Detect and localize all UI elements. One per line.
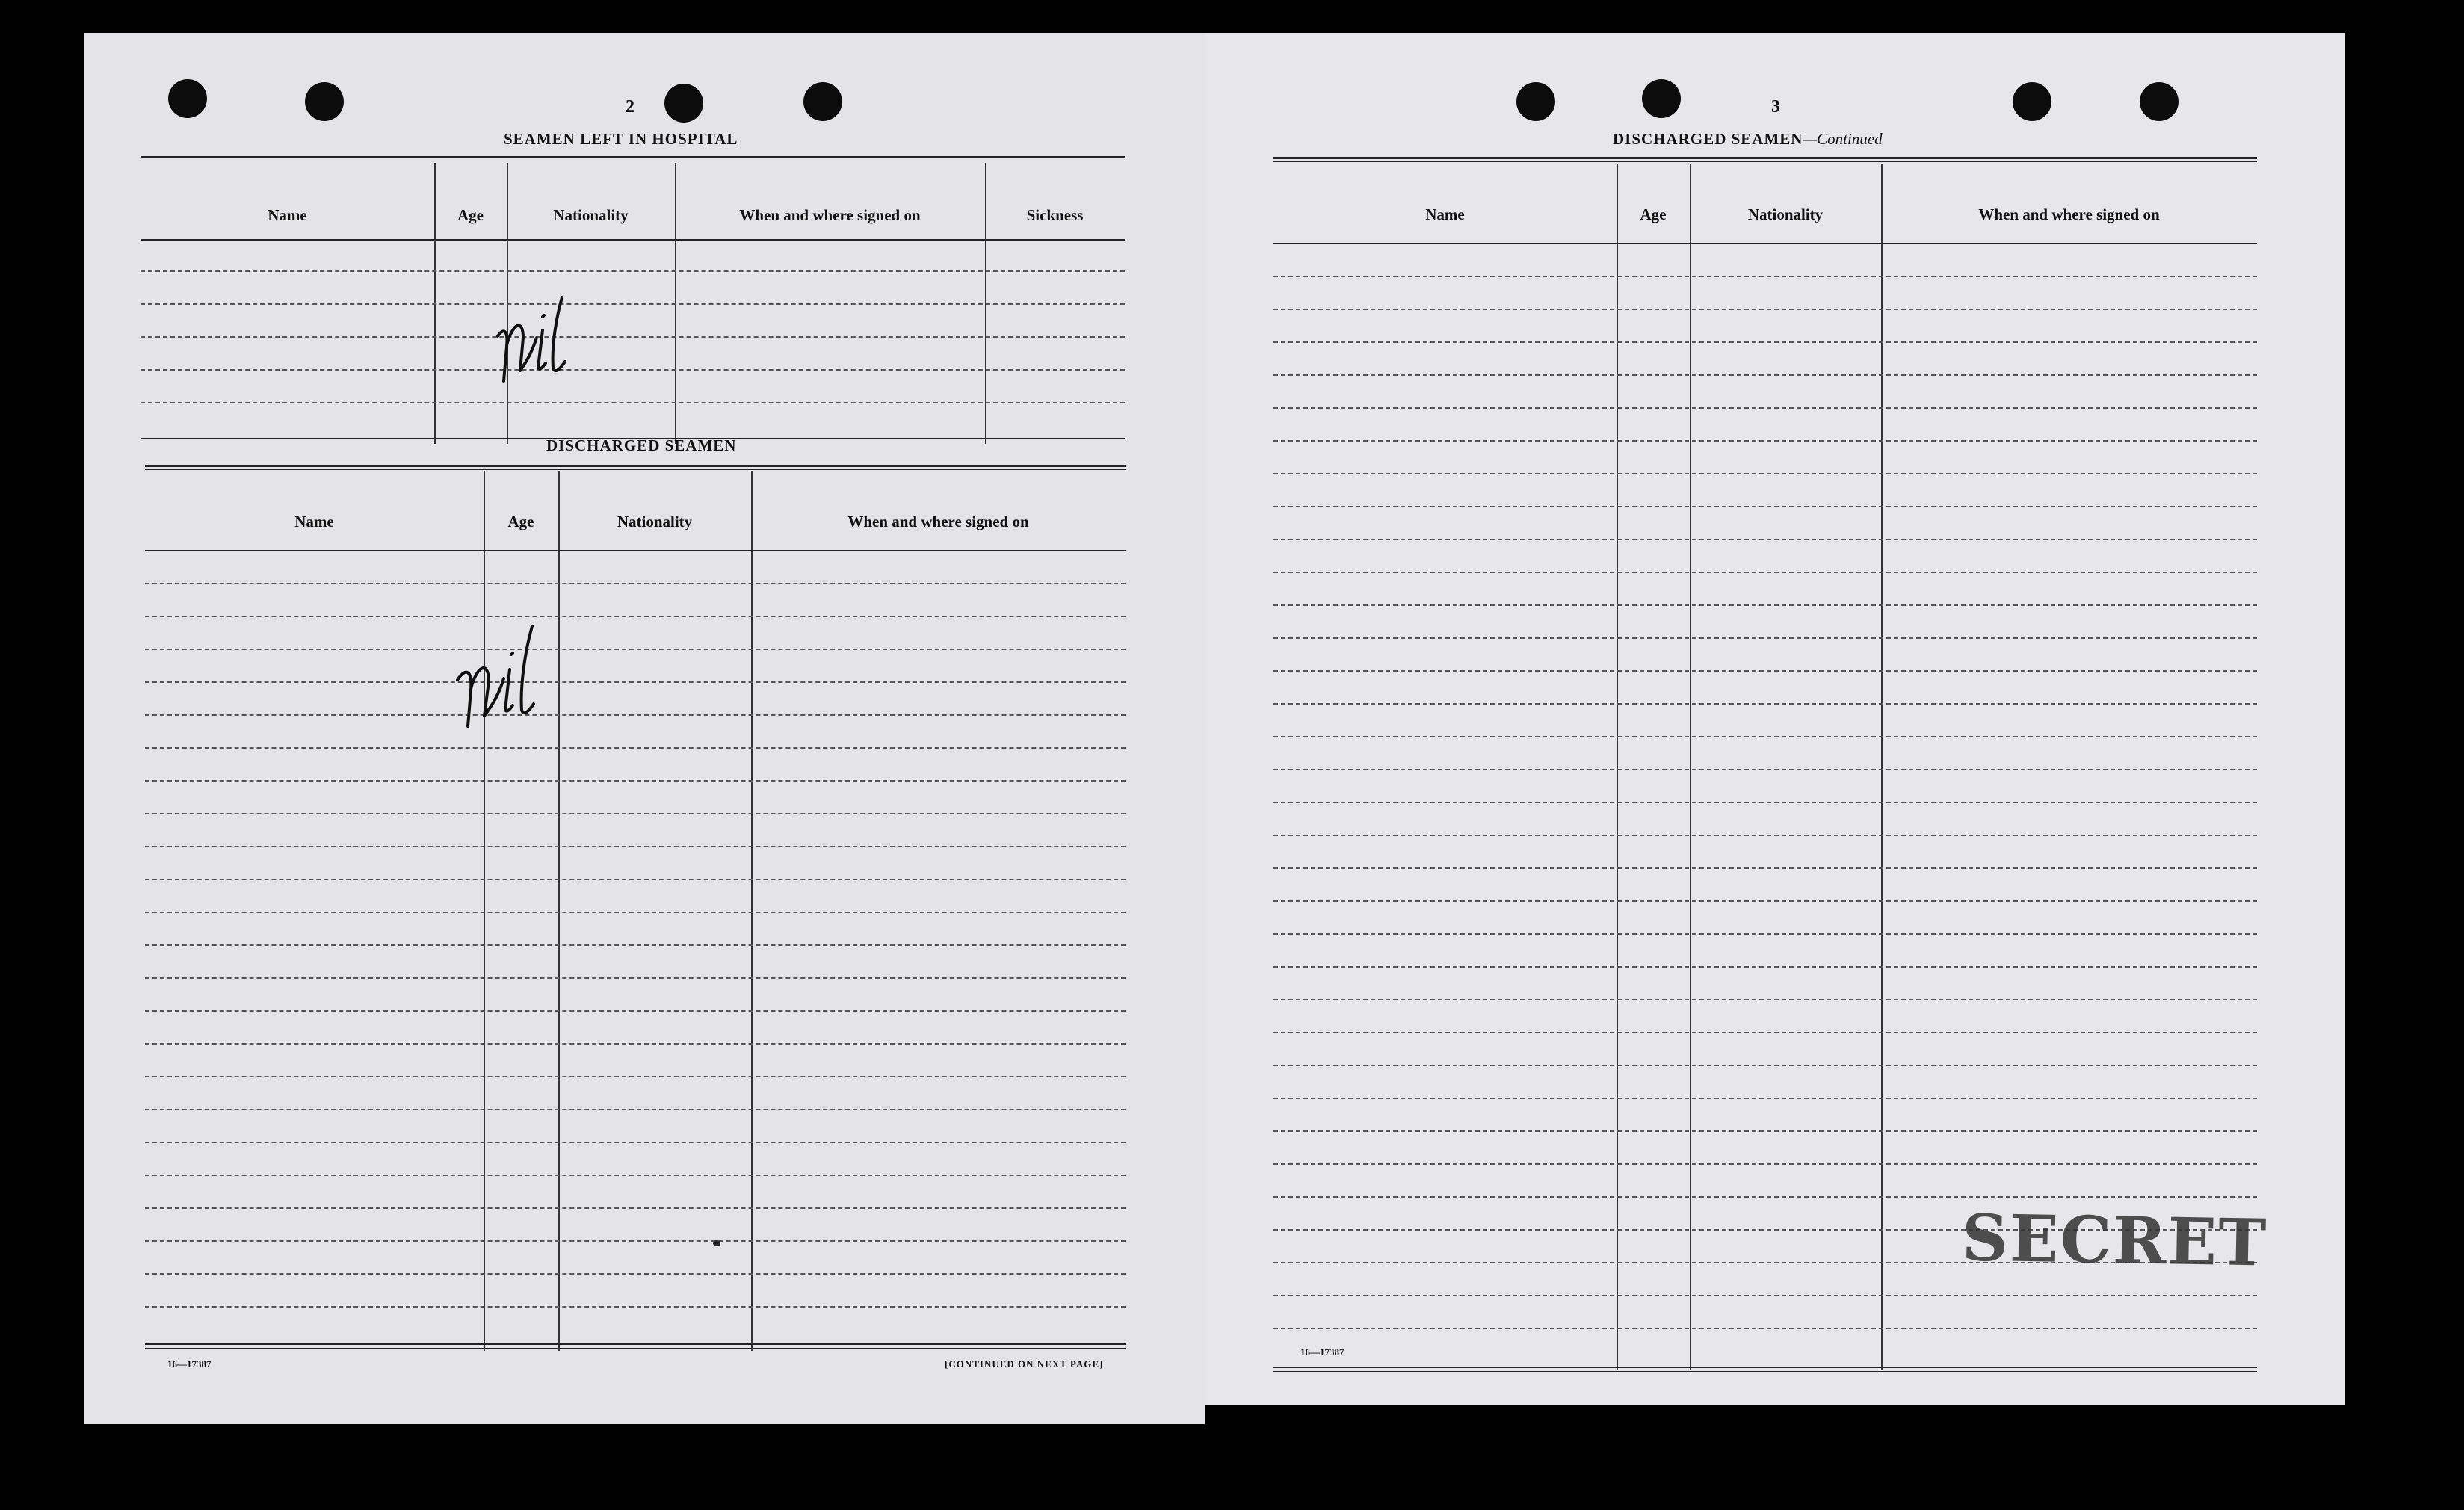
column-header-signed-on: When and where signed on <box>847 513 1029 530</box>
header-underline <box>141 239 1125 241</box>
table-row <box>1273 1295 2257 1296</box>
column-header-signed-on: When and where signed on <box>739 206 921 224</box>
column-header-age: Age <box>507 513 534 530</box>
column-divider <box>1617 164 1618 1370</box>
column-divider <box>1690 164 1691 1370</box>
page-number: 3 <box>1771 97 1780 117</box>
punch-hole <box>1642 79 1681 118</box>
table-row <box>1273 867 2257 869</box>
table-row <box>141 270 1125 272</box>
column-header-nationality: Nationality <box>617 513 693 530</box>
table-row <box>1273 1328 2257 1329</box>
table-row <box>145 780 1126 782</box>
table-row <box>1273 1130 2257 1132</box>
table-bottom-rule <box>145 1343 1126 1345</box>
table-row <box>145 944 1126 946</box>
table-row <box>145 813 1126 814</box>
table-row <box>145 1306 1126 1308</box>
double-rule <box>145 469 1126 470</box>
table-row <box>1273 1163 2257 1165</box>
table-row <box>141 369 1125 371</box>
table-row <box>145 1142 1126 1143</box>
table-row <box>1273 637 2257 639</box>
table-row <box>1273 736 2257 737</box>
table-row <box>1273 966 2257 968</box>
table-row <box>1273 1098 2257 1099</box>
column-header-name: Name <box>268 206 307 224</box>
ink-spot <box>713 1240 720 1246</box>
table-row <box>1273 407 2257 409</box>
table-row <box>145 1207 1126 1209</box>
table-row <box>145 1240 1126 1242</box>
column-header-signed-on: When and where signed on <box>1978 205 2160 223</box>
discharged-section-title: DISCHARGED SEAMEN <box>546 436 737 454</box>
column-header-age: Age <box>457 206 484 224</box>
column-header-nationality: Nationality <box>1747 205 1824 223</box>
table-row <box>1273 769 2257 770</box>
table-row <box>1273 276 2257 277</box>
table-row <box>145 649 1126 650</box>
table-row <box>1273 473 2257 474</box>
hospital-section-title: SEAMEN LEFT IN HOSPITAL <box>504 130 738 148</box>
column-divider <box>484 471 485 1351</box>
double-rule <box>141 156 1125 158</box>
table-row <box>145 714 1126 716</box>
form-number: 16—17387 <box>1300 1346 1344 1358</box>
table-row <box>145 846 1126 847</box>
header-underline <box>1273 243 2257 244</box>
table-row <box>1273 1196 2257 1198</box>
discharged-continued-table <box>1273 164 2257 1374</box>
punch-hole <box>664 84 703 123</box>
table-row <box>1273 1065 2257 1066</box>
table-row <box>1273 835 2257 836</box>
column-divider <box>751 471 753 1351</box>
table-row <box>145 747 1126 749</box>
column-header-nationality: Nationality <box>553 206 629 224</box>
table-row <box>1273 341 2257 343</box>
punch-hole <box>2013 82 2051 121</box>
right-page <box>1205 33 2345 1405</box>
table-row <box>145 1043 1126 1045</box>
discharged-table <box>145 471 1126 1352</box>
column-header-sickness: Sickness <box>1026 206 1084 224</box>
handwritten-nil <box>493 293 575 390</box>
table-row <box>145 681 1126 683</box>
table-row <box>145 1076 1126 1077</box>
page-number: 2 <box>626 97 634 117</box>
title-text: DISCHARGED SEAMEN <box>1613 130 1803 148</box>
header-underline <box>145 550 1126 551</box>
hospital-table <box>141 163 1125 444</box>
double-rule <box>1273 161 2257 162</box>
table-row <box>145 1273 1126 1275</box>
table-row <box>1273 604 2257 606</box>
handwritten-nil <box>453 623 543 735</box>
table-row <box>1273 572 2257 573</box>
table-row <box>1273 999 2257 1000</box>
table-row <box>145 1109 1126 1110</box>
table-row <box>145 1175 1126 1176</box>
table-row <box>1273 703 2257 705</box>
punch-hole <box>2140 82 2179 121</box>
table-row <box>1273 374 2257 376</box>
form-number: 16—17387 <box>167 1358 211 1370</box>
table-row <box>1273 506 2257 507</box>
left-page <box>84 33 1205 1424</box>
table-row <box>145 1010 1126 1012</box>
table-row <box>1273 440 2257 442</box>
double-rule <box>145 465 1126 467</box>
table-row <box>1273 309 2257 310</box>
table-row <box>1273 670 2257 672</box>
continued-note: [CONTINUED ON NEXT PAGE] <box>945 1358 1104 1370</box>
table-row <box>141 303 1125 305</box>
double-rule <box>1273 157 2257 159</box>
punch-hole <box>305 82 344 121</box>
column-divider <box>1881 164 1883 1370</box>
table-row <box>1273 539 2257 540</box>
column-header-name: Name <box>1425 205 1465 223</box>
table-row <box>141 336 1125 338</box>
punch-hole <box>803 82 842 121</box>
table-row <box>1273 1032 2257 1033</box>
table-row <box>145 977 1126 979</box>
table-row <box>141 402 1125 403</box>
table-bottom-rule <box>1273 1367 2257 1368</box>
title-suffix: —Continued <box>1803 130 1883 148</box>
table-row <box>145 912 1126 913</box>
table-row <box>1273 933 2257 935</box>
punch-hole <box>168 79 207 118</box>
table-bottom-rule <box>145 1348 1126 1349</box>
table-row <box>145 583 1126 584</box>
discharged-continued-title <box>1613 130 1883 149</box>
table-bottom-rule <box>1273 1371 2257 1372</box>
column-header-age: Age <box>1640 205 1667 223</box>
column-divider <box>558 471 560 1351</box>
table-row <box>1273 900 2257 902</box>
column-header-name: Name <box>294 513 334 530</box>
punch-hole <box>1516 82 1555 121</box>
table-row <box>145 879 1126 880</box>
table-row <box>145 616 1126 617</box>
secret-stamp: SECRET <box>1961 1200 2268 1281</box>
table-row <box>1273 802 2257 803</box>
